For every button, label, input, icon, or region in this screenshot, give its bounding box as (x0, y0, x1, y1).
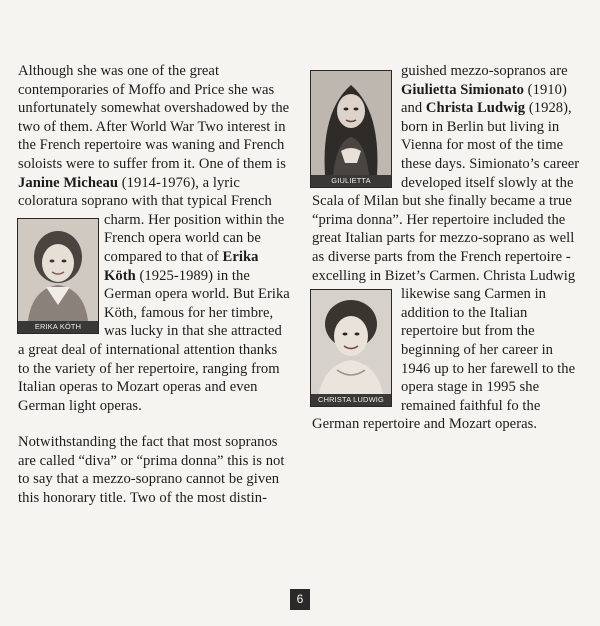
text-segment: (1914-1976), a lyric coloratura soprano with that typical French charm. Her position within the French opera world can be compared to that of (18, 174, 285, 265)
name-erika-koth: Erika Köth (104, 248, 259, 284)
text-segment: (1925-1989) in the German opera world. But Erika Köth, famous for her timbre, was lucky in that she attracted a great deal of international attention thanks to the variety of her repertoire, ranging from Italian operas to Mozart operas and even German light operas. (18, 267, 290, 414)
portrait-christa-ludwig-image (311, 290, 391, 394)
text-segment: (1928), born in Berlin but living in Vienna for most of the time these days. Simionato’s career developed itself slowly at the Scala of Milan but she finally became a true “prima donna”. Her repertoire included the great Italian parts for mezzo-soprano as well as diverse parts from the French repertoire - excelling in Bizet’s Carmen. Christa Ludwig likewise sang Carmen in addition to the Italian repertoire but from the beginning of her career in 1946 up to her farewell to the opera stage in 1995 she remained faithful fo the German repertoire and Mozart operas. (312, 100, 580, 433)
name-janine-micheau: Janine Micheau (18, 174, 119, 191)
text-segment: Although she was one of the great contemporaries of Moffo and Price she was unfortunately somewhat overshadowed by the two of them. After World War Two interest in the French repertoire was waning and French soloists were to suffer from it. One of them is (18, 63, 290, 172)
page-number: 6 (290, 589, 310, 610)
photo-christa-ludwig (310, 289, 392, 407)
name-christa-ludwig: Christa Ludwig (425, 100, 526, 117)
portrait-erika-koth-image (18, 219, 98, 321)
paragraph-mezzo-sopranos: Notwithstanding the fact that most sopranos are called “diva” or “prima donna” this is not to say that a mezzo-soprano cannot be given this honorary title. Two of the most distin- (18, 434, 285, 507)
caption-giulietta-simionato: GIULIETTA (311, 175, 391, 187)
photo-giulietta-simionato (310, 70, 392, 188)
caption-christa-ludwig: CHRISTA LUDWIG (311, 394, 391, 406)
name-giulietta-simionato: Giulietta Simionato (401, 81, 524, 98)
text-segment: guished mezzo-sopranos are (401, 63, 568, 79)
portrait-giulietta-simionato-image (311, 71, 391, 175)
caption-erika-koth: ERIKA KÖTH (18, 321, 98, 333)
text-segment: (1910) and (401, 81, 567, 117)
photo-erika-koth (17, 218, 99, 334)
